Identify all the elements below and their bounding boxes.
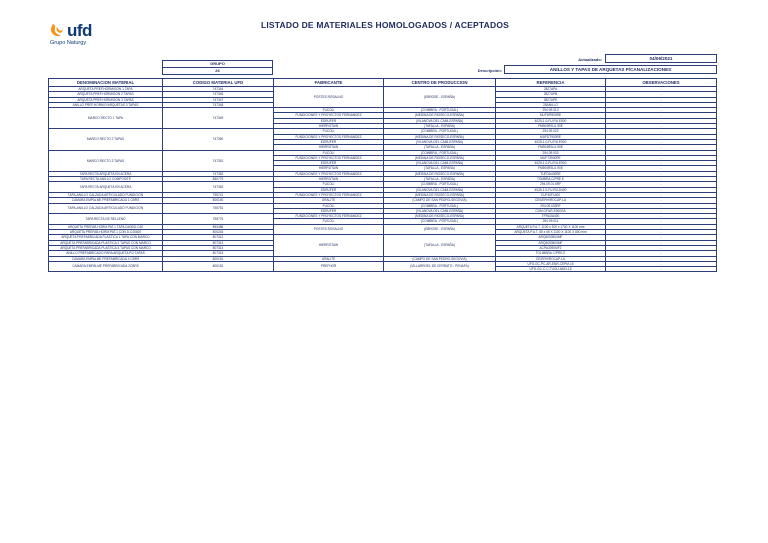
cell-codigo: 747347 [163, 97, 274, 102]
cell-fabricante: POSTES ROSALNO [274, 87, 384, 108]
cell-fabricante: PREFHOR [274, 261, 384, 272]
cell-observaciones: - [606, 192, 717, 197]
cell-fabricante: FUNDICIONES Y PROYECTOS FERNANDEZ [274, 155, 384, 160]
page-title: LISTADO DE MATERIALES HOMOLOGADOS / ACEPTADOS [260, 20, 510, 30]
cell-observaciones: - [606, 97, 717, 102]
cell-codigo: 807312 [163, 235, 274, 240]
grupo-box [162, 60, 273, 75]
cell-fabricante: FUCOLI [274, 203, 384, 208]
cell-referencia: 2827APA [496, 87, 606, 92]
cell-observaciones: - [606, 219, 717, 224]
cell-fabricante: HIERROTAIN [274, 177, 384, 182]
cell-centro: (MEDINA DE RIOSECO-ESPAÑA) [384, 113, 496, 118]
cell-observaciones: - [606, 155, 717, 160]
cell-centro: (TAFALLA - ESPAÑA) [384, 124, 496, 129]
cell-referencia: 4025-1.0-FU.RU.D400 [496, 187, 606, 192]
cell-referencia: TUFDA400RE [496, 171, 606, 176]
cell-observaciones: - [606, 113, 717, 118]
cell-observaciones: - [606, 87, 717, 92]
cell-centro: (VILANOVA DEL CAMI-ESPAÑA) [384, 161, 496, 166]
cell-referencia: ARQ5093500MF [496, 235, 606, 240]
cell-fabricante: EDRUFER [274, 187, 384, 192]
cell-centro: (MEDINA DE RIOSECO-ESPAÑA) [384, 171, 496, 176]
cell-centro: (COIMBRA - PORTUGAL) [384, 150, 496, 155]
cell-fabricante: HIERROTAIN [274, 235, 384, 256]
cell-centro: (MEDINA DE RIOSECO-ESPAÑA) [384, 134, 496, 139]
cell-centro: (TAFALLA - ESPAÑA) [384, 166, 496, 171]
cell-referencia: 294.09.033RF [496, 203, 606, 208]
cell-referencia: ARQUETA P.A.T. 1100 x 300 x 1700 X 1100 mm [496, 224, 606, 229]
cell-codigo: 747344 [163, 87, 274, 92]
cell-observaciones: - [606, 177, 717, 182]
cell-observaciones: - [606, 240, 717, 245]
flame-logo-icon [48, 22, 66, 40]
cell-centro: (VILANOVA DEL CAMI-ESPAÑA) [384, 187, 496, 192]
cell-referencia: 2827APE [496, 97, 606, 102]
cell-observaciones: - [606, 124, 717, 129]
cell-denominacion: MARCO RECTO 2 TAPAS [49, 129, 163, 150]
cell-fabricante: FUNDICIONES Y PROYECTOS FERNANDEZ [274, 192, 384, 197]
cell-observaciones: - [606, 251, 717, 256]
cell-fabricante: EDRUFER [274, 139, 384, 144]
cell-referencia: TOMBRA C/PRE.E [496, 177, 606, 182]
cell-codigo: 747353 [163, 182, 274, 193]
cell-centro: (COIMBRA - PORTUGAL) [384, 129, 496, 134]
cell-observaciones: - [606, 145, 717, 150]
cell-denominacion: TAPA RECTA DE RELLENO [49, 214, 163, 225]
cell-referencia: 294.09.011 [496, 219, 606, 224]
cell-codigo: 807314 [163, 245, 274, 250]
cell-codigo: 747349 [163, 108, 274, 129]
cell-observaciones: - [606, 102, 717, 107]
cell-centro: (CAMPO DE SAN PEDRO-SEGOVIA) [384, 198, 496, 203]
cell-referencia: CE/ERH/ROCAP-LA [496, 256, 606, 261]
cell-codigo: 850779 [163, 177, 274, 182]
cell-referencia: 294.09.023 [496, 129, 606, 134]
cell-referencia: ARQ5093500MF [496, 240, 606, 245]
cell-fabricante: FUCOLI [274, 150, 384, 155]
cell-denominacion: ARQUETA PREFABRICADA PLASTICA 1 TAPA CON MARCO [49, 235, 163, 240]
cell-fabricante: FUNDICIONES Y PROYECTOS FERNANDEZ [274, 113, 384, 118]
cell-centro: (MEDINA DE RIOSECO-ESPAÑA) [384, 155, 496, 160]
cell-fabricante: FUCOLI [274, 219, 384, 224]
cell-referencia: MUFT3900RE [496, 155, 606, 160]
descripcion-label: Descripción: [477, 68, 502, 73]
cell-codigo: 755741 [163, 192, 274, 197]
cell-fabricante: EDRUFER [274, 161, 384, 166]
cell-codigo: 800140 [163, 198, 274, 203]
cell-fabricante: URALITE [274, 198, 384, 203]
cell-centro: (MEDINA DE RIOSECO-ESPAÑA) [384, 214, 496, 219]
cell-centro: (TAFALLA - ESPAÑA) [384, 235, 496, 256]
cell-fabricante: FUNDICIONES Y PROYECTOS FERNANDEZ [274, 171, 384, 176]
cell-denominacion: ARQUETA PREFAB.HORM.PAT.1 TAPA.D400/D.C40 [49, 224, 163, 229]
cell-observaciones: - [606, 150, 717, 155]
cell-denominacion: TAPA RECTA ANILLO COMPOSITE [49, 177, 163, 182]
cell-centro: (CAMPO DE SAN PEDRO-SEGOVIA) [384, 256, 496, 261]
cell-centro: (COIMBRA - PORTUGAL) [384, 108, 496, 113]
cell-fabricante: URALITE [274, 256, 384, 261]
cell-codigo: 755776 [163, 214, 274, 225]
cell-fabricante: FUCOLI [274, 108, 384, 113]
cell-observaciones: - [606, 224, 717, 229]
cell-codigo: 800152 [163, 261, 274, 272]
cell-referencia: UFD-GC-C-C-TUOU-4663-15 [496, 267, 606, 272]
cell-centro: (VILLARROEL DE CERRATO - PENAFA) [384, 261, 496, 272]
cell-observaciones: - [606, 267, 717, 272]
cell-referencia: MUFDR900RE [496, 113, 606, 118]
cell-codigo: 800151 [163, 256, 274, 261]
col-header-observaciones: OBSERVACIONES [606, 79, 717, 87]
cell-observaciones: - [606, 256, 717, 261]
cell-fabricante: HIERROTAIN [274, 124, 384, 129]
cell-codigo: 807313 [163, 240, 274, 245]
col-header-denominacion: DENOMINACION MATERIAL [49, 79, 163, 87]
cell-referencia: CDM.GFUR-E900GA [496, 208, 606, 213]
cell-referencia: CES/ERH/ROCAP-LA [496, 198, 606, 203]
cell-fabricante: FUNDICIONES Y PROYECTOS FERNANDEZ [274, 214, 384, 219]
cell-denominacion: ARQUETA PREF.HORMIGON 2 TAPAS [49, 92, 163, 97]
cell-centro: (COIMBRA - PORTUGAL) [384, 219, 496, 224]
cell-observaciones: - [606, 235, 717, 240]
cell-referencia: 4025-1.0-FU.RU.E900 [496, 161, 606, 166]
cell-denominacion: TAPA RECTA ARQUETA EN ACERA [49, 182, 163, 193]
grupo-label: GRUPO [163, 61, 273, 68]
cell-centro: (VILANOVA DEL CAMI-ESPAÑA) [384, 208, 496, 213]
cell-denominacion: ARQUETA PREFABRICADA PLASTICA 2 TAPAS CON MARCO [49, 240, 163, 245]
cell-denominacion: CAMARA EMPALME PREFABRICADA 4 CBRS [49, 256, 163, 261]
grupo-value: 26 [163, 68, 273, 75]
cell-codigo: 807315 [163, 251, 274, 256]
cell-denominacion: TAPA-ANILLO CALZADA ARTICULADO FUNDICION [49, 203, 163, 214]
cell-denominacion: MARCO RECTO 3 TAPAS [49, 150, 163, 171]
col-header-codigo: CODIGO MATERIAL UFD [163, 79, 274, 87]
cell-referencia: UFD-GC-PC-AR-ENR-CEPM-15 [496, 261, 606, 266]
cell-observaciones: - [606, 134, 717, 139]
materials-table [48, 78, 717, 272]
cell-codigo: 755751 [163, 203, 274, 214]
cell-referencia: FM904RSUL 90E [496, 124, 606, 129]
logo-brand: ufd [67, 21, 92, 40]
cell-fabricante: HIERROTAIN [274, 166, 384, 171]
cell-referencia: FM904RSUL 90E [496, 166, 606, 171]
cell-codigo: 853486 [163, 224, 274, 229]
cell-fabricante: HIERROTAIN [274, 145, 384, 150]
cell-referencia: 294.09.013 [496, 108, 606, 113]
cell-referencia: ACPA3090MF2 [496, 245, 606, 250]
cell-denominacion: TAPA RECTA ARQUETA EN ACERA [49, 171, 163, 176]
cell-denominacion: ARQUETA PREF.HORMIGON 3 TAPAS [49, 97, 163, 102]
cell-observaciones: - [606, 171, 717, 176]
descripcion-value: ANILLOS Y TAPAS DE ARQUETAS P/CANALIZACIONES [504, 65, 717, 74]
col-header-centro: CENTRO DE PRODUCCION [384, 79, 496, 87]
table-header-row [49, 79, 717, 87]
cell-observaciones: - [606, 129, 717, 134]
cell-denominacion: ANILLO PREFABRICADO PARA ARQUETA P/2 TAPAS [49, 251, 163, 256]
cell-referencia: 2827APB [496, 92, 606, 97]
cell-denominacion: ARQUETA PREFAB.HORM.PAT.1 CON D.C40400 [49, 230, 163, 235]
cell-centro: (MEDINA DE RIOSECO-ESPAÑA) [384, 192, 496, 197]
cell-observaciones: - [606, 118, 717, 123]
cell-codigo: 747345 [163, 92, 274, 97]
cell-observaciones: - [606, 203, 717, 208]
cell-codigo: 747348 [163, 102, 274, 107]
cell-observaciones: - [606, 166, 717, 171]
cell-fabricante: FUCOLI [274, 182, 384, 187]
cell-denominacion: TAPA-ANILLO CALZADA ARTICULADO FUNDICION [49, 192, 163, 197]
cell-centro: (EBROSE - ESPAÑA) [384, 224, 496, 235]
actualizado-label: Actualizado: [578, 57, 602, 62]
cell-observaciones: - [606, 139, 717, 144]
cell-referencia: 294.09.01.6RF [496, 182, 606, 187]
cell-fabricante: EDRUFER [274, 208, 384, 213]
cell-referencia: 294.09.033 [496, 150, 606, 155]
cell-observaciones: - [606, 261, 717, 266]
cell-referencia: CUF40F1400 [496, 192, 606, 197]
cell-fabricante: POSTES ROSALNO [274, 224, 384, 235]
cell-denominacion: ANILLO PREF.HORM.P/ARQUETAS 3 TAPAS [49, 102, 163, 107]
cell-denominacion: ARQUETA PREFABRICADA PLASTICA 3 TAPAS CON MARCO [49, 245, 163, 250]
cell-denominacion: CAMARA EMPALME PREFABRICADA 1 CBRS [49, 198, 163, 203]
cell-centro: (TAFALLA - ESPAÑA) [384, 145, 496, 150]
cell-observaciones: - [606, 187, 717, 192]
cell-denominacion: ARQUETA PREF.HORMIGON 1 TAPA [49, 87, 163, 92]
logo-subtitle: Grupo Naturgy [50, 40, 87, 46]
cell-referencia: 28ANILLO [496, 102, 606, 107]
cell-centro: (VILANOVA DEL CAMI-ESPAÑA) [384, 139, 496, 144]
cell-referencia: 4025-1.0-FU.RU.E900 [496, 118, 606, 123]
cell-codigo: 747352 [163, 171, 274, 176]
cell-observaciones: - [606, 182, 717, 187]
cell-codigo: 747350 [163, 129, 274, 150]
cell-fabricante: FUNDICIONES Y PROYECTOS FERNANDEZ [274, 134, 384, 139]
cell-observaciones: - [606, 230, 717, 235]
cell-denominacion: CAMARA EMPALME PREFABRICADA 2CBRS [49, 261, 163, 272]
cell-codigo: 800244 [163, 230, 274, 235]
cell-codigo: 747351 [163, 150, 274, 171]
cell-fabricante: EDRUFER [274, 118, 384, 123]
cell-centro: (TAFALLA - ESPAÑA) [384, 177, 496, 182]
cell-referencia: ARQUETA P.A.T. 65 x 65 X 1100 X 1100 X 800 mm [496, 230, 606, 235]
cell-referencia: 4025-1.0-FU.RU.E900 [496, 139, 606, 144]
cell-centro: (VILANOVA DEL CAMI-ESPAÑA) [384, 118, 496, 123]
cell-observaciones: - [606, 198, 717, 203]
actualizado-value: 04/06/2021 [605, 54, 717, 63]
cell-observaciones: - [606, 208, 717, 213]
cell-fabricante: FUCOLI [274, 129, 384, 134]
cell-observaciones: - [606, 245, 717, 250]
cell-observaciones: - [606, 108, 717, 113]
cell-referencia: MUFDT900RE [496, 134, 606, 139]
cell-denominacion: MARCO RECTO 1 TAPA [49, 108, 163, 129]
cell-centro: (COIMBRA - PORTUGAL) [384, 203, 496, 208]
cell-observaciones: - [606, 214, 717, 219]
cell-referencia: FM904RSUL 90E [496, 145, 606, 150]
col-header-fabricante: FABRICANTE [274, 79, 384, 87]
cell-referencia: TOLIMBRA C/PRE.E [496, 251, 606, 256]
cell-referencia: TFRA3A400 [496, 214, 606, 219]
cell-centro: (EBROSE - ESPAÑA) [384, 87, 496, 108]
cell-observaciones: - [606, 92, 717, 97]
col-header-referencia: REFERENCIA [496, 79, 606, 87]
cell-observaciones: - [606, 161, 717, 166]
cell-centro: (COIMBRA - PORTUGAL) [384, 182, 496, 187]
